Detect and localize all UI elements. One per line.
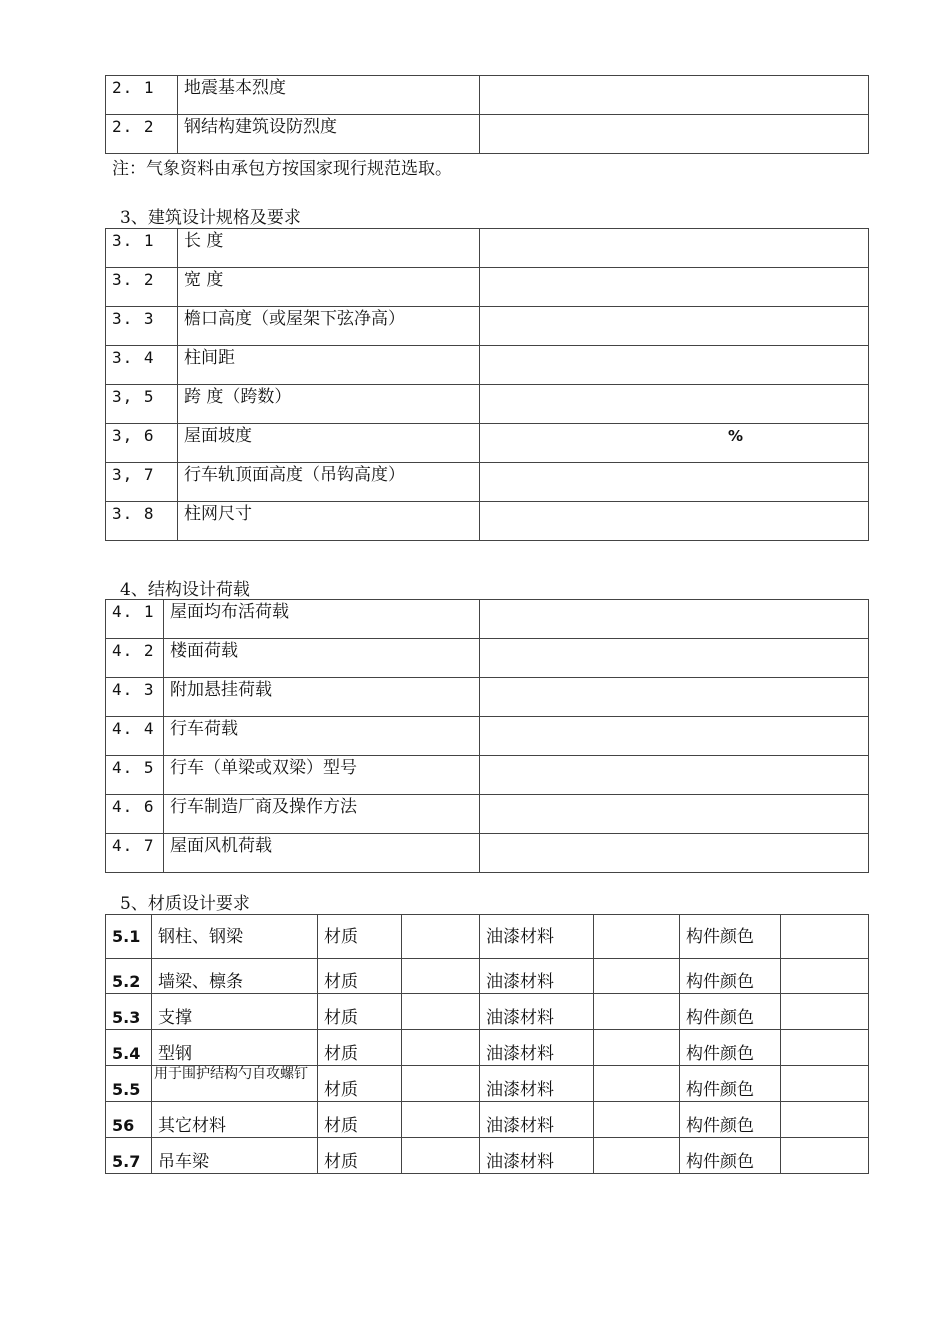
row-label: 跨 度（跨数） (178, 385, 480, 424)
table-row (106, 915, 869, 959)
row-label: 行车（单梁或双梁）型号 (164, 756, 480, 795)
paint-label: 油漆材料 (480, 1066, 594, 1102)
item-label: 吊车梁 (152, 1138, 318, 1174)
row-label: 屋面风机荷载 (164, 834, 480, 873)
row-number: 4. 6 (106, 795, 164, 834)
row-number: 4. 2 (106, 639, 164, 678)
section5-heading: 5、材质设计要求 (120, 894, 250, 914)
material-field[interactable] (402, 959, 480, 994)
material-field[interactable] (402, 994, 480, 1030)
value-field[interactable] (480, 795, 869, 834)
color-field[interactable] (781, 959, 869, 994)
color-label: 构件颜色 (680, 959, 781, 994)
paint-field[interactable] (594, 994, 680, 1030)
table-row (106, 502, 869, 541)
color-label: 构件颜色 (680, 994, 781, 1030)
item-label: 其它材料 (152, 1102, 318, 1138)
row-number: 4. 7 (106, 834, 164, 873)
row-number: 4. 5 (106, 756, 164, 795)
table-row (106, 639, 869, 678)
value-field[interactable] (480, 76, 869, 115)
paint-field[interactable] (594, 915, 680, 959)
row-number: 4. 3 (106, 678, 164, 717)
table-row (106, 76, 869, 115)
value-field[interactable] (480, 502, 869, 541)
row-number: 3, 5 (106, 385, 178, 424)
material-field[interactable] (402, 1102, 480, 1138)
row-number: 3. 2 (106, 268, 178, 307)
color-field[interactable] (781, 1138, 869, 1174)
row-number: 3. 3 (106, 307, 178, 346)
table-row (106, 424, 869, 463)
weather-note: 注：气象资料由承包方按国家现行规范选取。 (112, 159, 452, 179)
row-number: 5.4 (106, 1030, 152, 1066)
item-label: 墙梁、檩条 (152, 959, 318, 994)
material-field[interactable] (402, 1138, 480, 1174)
value-field[interactable] (480, 678, 869, 717)
value-field[interactable] (480, 756, 869, 795)
material-field[interactable] (402, 915, 480, 959)
row-number: 3, 6 (106, 424, 178, 463)
row-number: 3. 8 (106, 502, 178, 541)
row-label: 柱网尺寸 (178, 502, 480, 541)
row-number: 2. 1 (106, 76, 178, 115)
color-field[interactable] (781, 1102, 869, 1138)
row-label: 宽 度 (178, 268, 480, 307)
row-number: 5.5 (106, 1066, 152, 1102)
row-label: 檐口高度（或屋架下弦净高） (178, 307, 480, 346)
table-row (106, 717, 869, 756)
table-row (106, 229, 869, 268)
material-label: 材质 (318, 1138, 402, 1174)
table-row (106, 1138, 869, 1174)
section3-heading: 3、建筑设计规格及要求 (120, 208, 301, 228)
row-number: 56 (106, 1102, 152, 1138)
section5-table (105, 914, 869, 1174)
row-number: 3. 4 (106, 346, 178, 385)
row-label: 楼面荷载 (164, 639, 480, 678)
table-row (106, 1102, 869, 1138)
color-label: 构件颜色 (680, 1066, 781, 1102)
paint-field[interactable] (594, 1138, 680, 1174)
row-label: 行车制造厂商及操作方法 (164, 795, 480, 834)
color-field[interactable] (781, 1030, 869, 1066)
paint-field[interactable] (594, 1102, 680, 1138)
value-field[interactable] (480, 268, 869, 307)
value-field[interactable] (480, 463, 869, 502)
table-row (106, 307, 869, 346)
value-field[interactable] (480, 834, 869, 873)
table-row (106, 994, 869, 1030)
table-row (106, 463, 869, 502)
value-field[interactable]: % (480, 424, 869, 463)
color-label: 构件颜色 (680, 1138, 781, 1174)
row-label: 屋面坡度 (178, 424, 480, 463)
color-label: 构件颜色 (680, 915, 781, 959)
paint-label: 油漆材料 (480, 1102, 594, 1138)
color-field[interactable] (781, 994, 869, 1030)
value-field[interactable] (480, 717, 869, 756)
row-number: 4. 4 (106, 717, 164, 756)
material-label: 材质 (318, 959, 402, 994)
material-field[interactable] (402, 1066, 480, 1102)
table-row (106, 385, 869, 424)
section4-heading: 4、结构设计荷载 (120, 580, 250, 600)
paint-label: 油漆材料 (480, 1138, 594, 1174)
table-row (106, 346, 869, 385)
row-label: 长 度 (178, 229, 480, 268)
section2-table (105, 75, 869, 154)
table-row (106, 600, 869, 639)
section4-table (105, 599, 869, 873)
row-label: 附加悬挂荷载 (164, 678, 480, 717)
paint-label: 油漆材料 (480, 1030, 594, 1066)
value-field[interactable] (480, 385, 869, 424)
color-label: 构件颜色 (680, 1030, 781, 1066)
value-field[interactable] (480, 115, 869, 154)
row-number: 5.3 (106, 994, 152, 1030)
value-field[interactable] (480, 639, 869, 678)
item-label: 支撑 (152, 994, 318, 1030)
table-row (106, 834, 869, 873)
row-number: 4. 1 (106, 600, 164, 639)
section3-table (105, 228, 869, 541)
color-field[interactable] (781, 915, 869, 959)
paint-label: 油漆材料 (480, 959, 594, 994)
row-number: 2. 2 (106, 115, 178, 154)
item-label: 型钢 (152, 1030, 318, 1066)
row-label: 柱间距 (178, 346, 480, 385)
value-field[interactable] (480, 229, 869, 268)
material-field[interactable] (402, 1030, 480, 1066)
table-row (106, 115, 869, 154)
paint-field[interactable] (594, 1066, 680, 1102)
row-label: 屋面均布活荷载 (164, 600, 480, 639)
value-field[interactable] (480, 346, 869, 385)
material-label: 材质 (318, 994, 402, 1030)
row-number: 3, 7 (106, 463, 178, 502)
table-row (106, 268, 869, 307)
color-label: 构件颜色 (680, 1102, 781, 1138)
paint-label: 油漆材料 (480, 994, 594, 1030)
table-row (106, 795, 869, 834)
paint-label: 油漆材料 (480, 915, 594, 959)
value-field[interactable] (480, 600, 869, 639)
paint-field[interactable] (594, 1030, 680, 1066)
row-label: 行车荷载 (164, 717, 480, 756)
table-row (106, 1066, 869, 1102)
row-number: 5.1 (106, 915, 152, 959)
table-row (106, 756, 869, 795)
row-number: 5.7 (106, 1138, 152, 1174)
row-label: 地震基本烈度 (178, 76, 480, 115)
material-label: 材质 (318, 1066, 402, 1102)
material-label: 材质 (318, 915, 402, 959)
row-number: 5.2 (106, 959, 152, 994)
table-row (106, 959, 869, 994)
table-row (106, 1030, 869, 1066)
row-number: 3. 1 (106, 229, 178, 268)
material-label: 材质 (318, 1102, 402, 1138)
material-label: 材质 (318, 1030, 402, 1066)
row-label: 行车轨顶面高度（吊钩高度） (178, 463, 480, 502)
row-label: 钢结构建筑设防烈度 (178, 115, 480, 154)
paint-field[interactable] (594, 959, 680, 994)
item-label: 用于围护结构勺自攻螺钉 (152, 1066, 318, 1102)
color-field[interactable] (781, 1066, 869, 1102)
item-label: 钢柱、钢梁 (152, 915, 318, 959)
value-field[interactable] (480, 307, 869, 346)
table-row (106, 678, 869, 717)
